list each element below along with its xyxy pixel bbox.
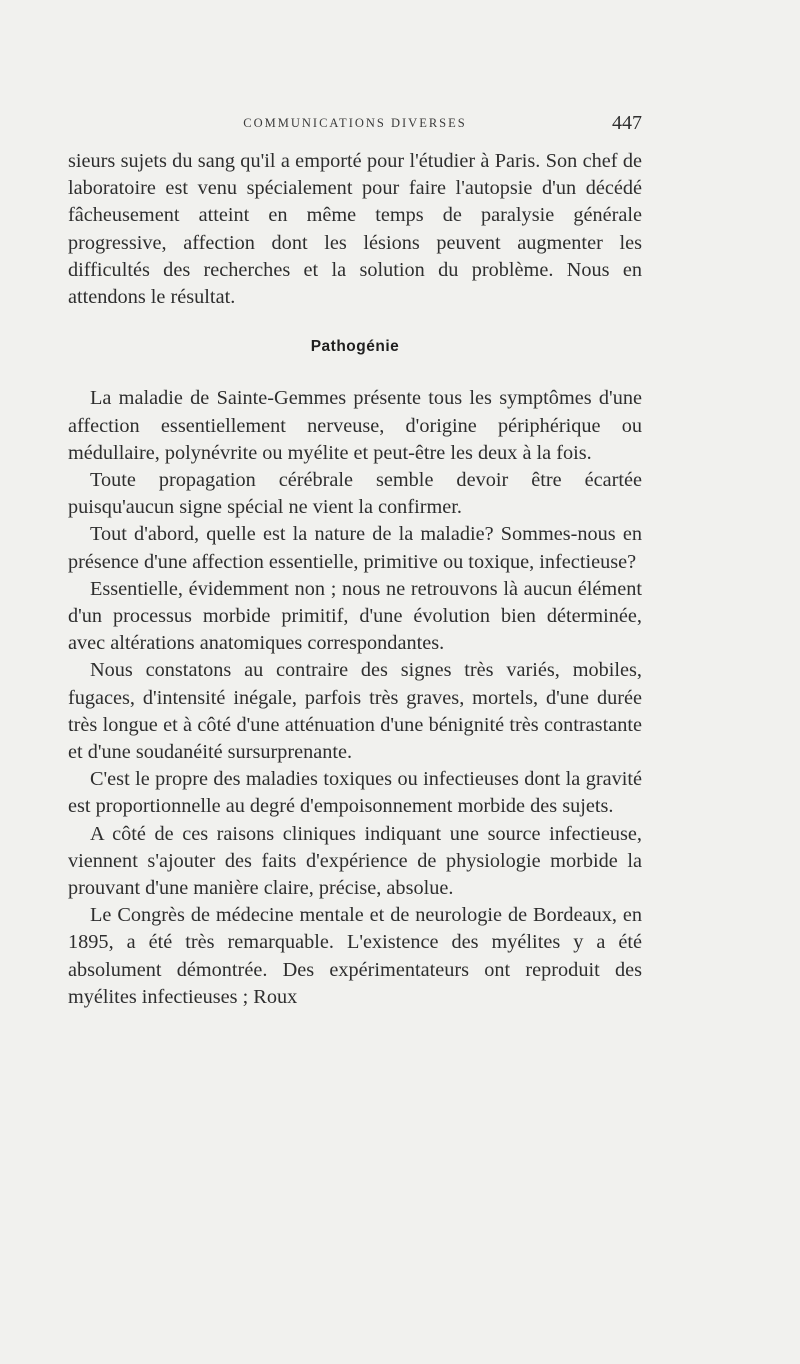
page-number: 447 (612, 112, 642, 134)
running-title: COMMUNICATIONS DIVERSES (243, 116, 467, 130)
paragraph: C'est le propre des maladies toxiques ou infectieuses dont la gravité est proportionnelle au degré d'empoisonnement morbide des sujets. (68, 768, 642, 818)
section-heading: Pathogénie (310, 338, 400, 356)
paragraph: A côté de ces raisons cliniques indiquant une source infectieuse, viennent s'ajouter des faits d'expérience de physiologie morbide la prouvant d'une manière claire, précise, absolue. (68, 822, 642, 900)
body-text (68, 148, 642, 1011)
paragraph: Nous constatons au contraire des signes très variés, mobiles, fugaces, d'intensité inégale, parfois très graves, mortels, d'une durée très longue et à côté d'une atténuation d'une bénignité très contrastante et d'une soudanéité sursurprenante. (68, 659, 642, 764)
paragraph: Essentielle, évidemment non ; nous ne retrouvons là aucun élément d'un processus morbide primitif, d'une évolution bien déterminée, avec altérations anatomiques correspondantes. (68, 577, 642, 655)
paragraph: La maladie de Sainte-Gemmes présente tous les symptômes d'une affection essentiellement nerveuse, d'origine périphérique ou médullaire, polynévrite ou myélite et peut-être les deux à la fois. (68, 387, 642, 464)
paragraph: Toute propagation cérébrale semble devoir être écartée puisqu'aucun signe spécial ne vient la confirmer. (68, 469, 642, 519)
running-header (68, 112, 642, 138)
paragraph: Tout d'abord, quelle est la nature de la maladie? Sommes-nous en présence d'une affection essentielle, primitive ou toxique, infectieuse? (68, 523, 642, 573)
paragraph: Le Congrès de médecine mentale et de neurologie de Bordeaux, en 1895, a été très remarquable. L'existence des myélites y a été absolument démontrée. Des expérimentateurs ont reproduit des myélites infectieuses ; Roux (68, 904, 642, 1008)
intro-paragraph: sieurs sujets du sang qu'il a emporté pour l'étudier à Paris. Son chef de laboratoire est venu spécialement pour faire l'autopsie d'un décédé fâcheusement atteint en même temps de paralysie générale progressive, affection dont les lésions peuvent augmenter les difficultés des recherches et la solution du problème. Nous en attendons le résultat. (68, 150, 642, 309)
